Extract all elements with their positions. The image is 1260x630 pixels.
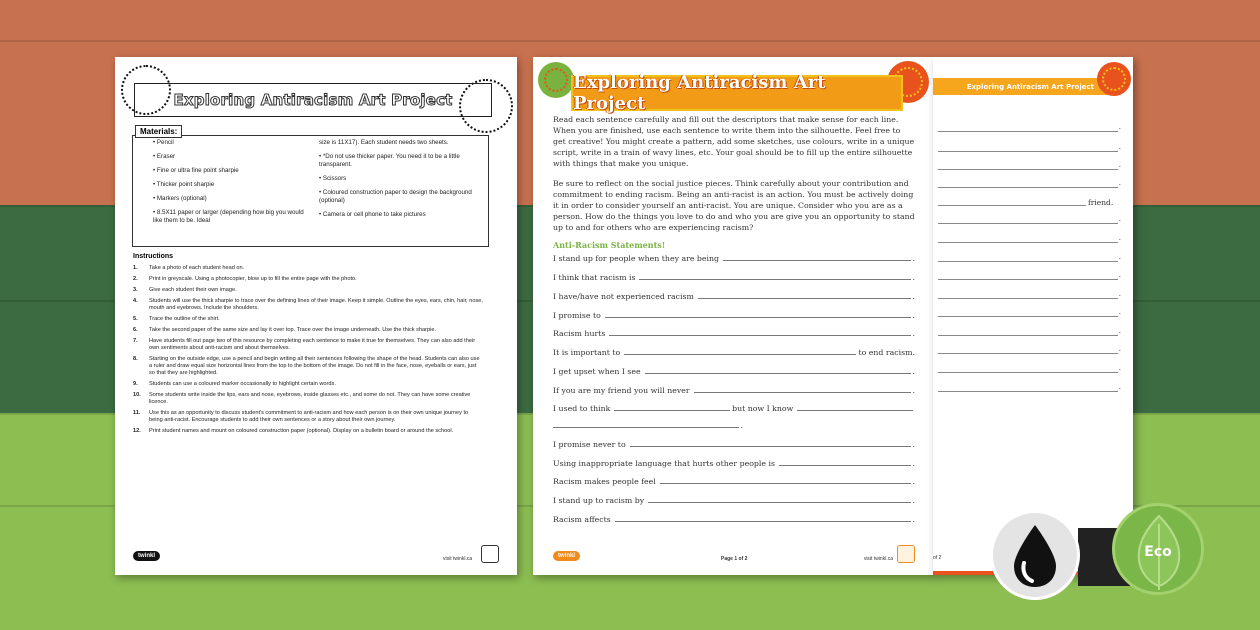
writing-line[interactable] bbox=[938, 205, 1086, 206]
ink-drop-icon bbox=[990, 510, 1080, 600]
period: . bbox=[1118, 234, 1121, 242]
statement-line[interactable] bbox=[553, 404, 915, 413]
page-number: of 2 bbox=[933, 555, 942, 561]
fill-in-line[interactable] bbox=[615, 520, 911, 522]
badge-icon bbox=[897, 545, 915, 563]
period: . bbox=[912, 496, 915, 505]
period: . bbox=[1118, 215, 1121, 223]
period: . bbox=[912, 292, 915, 301]
material-item: • Coloured construction paper to design the background (optional) bbox=[319, 189, 472, 204]
fill-in-line[interactable] bbox=[723, 259, 910, 261]
statement-text: Racism hurts bbox=[553, 329, 606, 338]
writing-line[interactable] bbox=[938, 316, 1118, 317]
statement-text: I have/have not experienced racism bbox=[553, 292, 694, 301]
footer-site: visit twinkl.ca bbox=[863, 556, 893, 562]
writing-line[interactable] bbox=[938, 372, 1118, 373]
instruction-item bbox=[133, 428, 483, 435]
period: . bbox=[912, 386, 915, 395]
material-item: • Thicker point sharpie bbox=[153, 181, 215, 188]
instruction-text: Have students fill out page two of this resource by completing each sentence to make it true for themselves. They can also add their own sentiments about anti-racism and about themselves. bbox=[149, 338, 476, 351]
period: . bbox=[912, 459, 915, 468]
instruction-item bbox=[133, 381, 483, 388]
period: . bbox=[912, 254, 915, 263]
instruction-text: Students will use the thick sharpie to trace over the defining lines of their image. Keep it simple. Outline the eyes, ears, chin, hair, nose, mouth and eyebrows. Include the shoulders. bbox=[149, 298, 483, 311]
period: . bbox=[912, 515, 915, 524]
instruction-text: Take a photo of each student head on. bbox=[149, 265, 245, 271]
writing-line[interactable] bbox=[938, 169, 1118, 170]
writing-line[interactable] bbox=[938, 353, 1118, 354]
period: . bbox=[1118, 123, 1121, 131]
period: . bbox=[912, 329, 915, 338]
fill-in-line[interactable] bbox=[797, 409, 913, 411]
ink-drop-icon bbox=[1010, 523, 1060, 589]
writing-line[interactable] bbox=[938, 298, 1118, 299]
statement-line[interactable] bbox=[553, 367, 915, 376]
instruction-text: Give each student their own image. bbox=[149, 287, 237, 293]
statement-line[interactable] bbox=[553, 348, 915, 357]
instruction-item bbox=[133, 316, 483, 323]
fill-in-line[interactable] bbox=[694, 391, 911, 393]
statement-line[interactable] bbox=[553, 329, 915, 338]
page-title: Exploring Antiracism Art Project bbox=[173, 91, 453, 109]
intro-paragraph: Read each sentence carefully and fill out the descriptors that make sense for each line. When you are finished, use each sentence to write them into the silhouette. Feel free to get creative! You might create a pattern, add some sketches, use colours, write in a unique script, write in a train of wavy lines, etc. Your goal should be to fill up the entire silhouette with things that make you unique. bbox=[553, 115, 915, 168]
eco-label: Eco bbox=[1144, 544, 1172, 560]
instruction-text: Trace the outline of the shirt. bbox=[149, 316, 220, 322]
fill-in-line[interactable] bbox=[779, 464, 911, 466]
instruction-item bbox=[133, 338, 483, 352]
statement-text: It is important to bbox=[553, 348, 621, 357]
instruction-number: 4. bbox=[133, 298, 138, 304]
title-banner bbox=[571, 72, 903, 114]
statement-text: Racism makes people feel bbox=[553, 477, 656, 486]
instruction-item bbox=[133, 327, 483, 334]
instruction-text: Take the second paper of the same size and lay it over top. Trace over the image underneath. Use the thick sharpie. bbox=[149, 327, 436, 333]
period: . bbox=[1118, 345, 1121, 353]
statement-text: I stand up to racism by bbox=[553, 496, 645, 505]
instruction-text: Students can use a coloured marker occasionally to highlight certain words. bbox=[149, 381, 336, 387]
worksheet-page-statements[interactable] bbox=[533, 57, 935, 575]
writing-line[interactable] bbox=[938, 261, 1118, 262]
badge-icon bbox=[481, 545, 499, 563]
statements-heading: Anti-Racism Statements! bbox=[553, 240, 666, 250]
fill-in-line[interactable] bbox=[605, 316, 911, 318]
fill-in-line[interactable] bbox=[609, 334, 910, 336]
material-item: • Eraser bbox=[153, 153, 176, 160]
instruction-item bbox=[133, 392, 483, 406]
fill-in-line[interactable] bbox=[614, 409, 730, 411]
instruction-item bbox=[133, 356, 483, 377]
instruction-number: 11. bbox=[133, 410, 141, 416]
statement-line[interactable] bbox=[553, 496, 915, 505]
material-item: • Fine or ultra fine point sharpie bbox=[153, 167, 239, 174]
footer-site: visit twinkl.ca bbox=[443, 556, 473, 562]
instructions-list bbox=[133, 265, 483, 439]
period: . bbox=[1118, 290, 1121, 298]
statement-text: to end racism. bbox=[858, 348, 915, 357]
page-title: Exploring Antiracism Art Project bbox=[573, 72, 826, 114]
material-item: • Camera or cell phone to take pictures bbox=[319, 211, 426, 218]
writing-line[interactable] bbox=[938, 151, 1118, 152]
instruction-item bbox=[133, 298, 483, 312]
instruction-number: 6. bbox=[133, 327, 138, 333]
instruction-item bbox=[133, 410, 483, 424]
statement-line[interactable] bbox=[553, 254, 915, 263]
fill-in-line[interactable] bbox=[698, 297, 911, 299]
fill-in-line[interactable] bbox=[660, 482, 911, 484]
period: . bbox=[1118, 253, 1121, 261]
fill-in-line[interactable] bbox=[645, 372, 911, 374]
statement-text: Racism affects bbox=[553, 515, 611, 524]
period: . bbox=[1118, 271, 1121, 279]
fill-in-line[interactable] bbox=[553, 426, 739, 428]
instruction-number: 3. bbox=[133, 287, 138, 293]
period: . bbox=[912, 367, 915, 376]
worksheet-page-lines[interactable] bbox=[933, 57, 1133, 575]
page-title-box bbox=[134, 83, 492, 117]
statement-text: I think that racism is bbox=[553, 273, 636, 282]
friend-word: friend. bbox=[1088, 198, 1114, 207]
period: . bbox=[1118, 143, 1121, 151]
period: . bbox=[912, 273, 915, 282]
instruction-number: 2. bbox=[133, 276, 138, 282]
instructions-heading: Instructions bbox=[133, 253, 174, 260]
instruction-number: 5. bbox=[133, 316, 138, 322]
statement-text: I promise to bbox=[553, 311, 601, 320]
statement-text: I promise never to bbox=[553, 440, 626, 449]
material-item: • Scissors bbox=[319, 175, 347, 182]
instruction-number: 8. bbox=[133, 356, 138, 362]
statement-line[interactable] bbox=[553, 515, 915, 524]
instruction-text: Starting on the outside edge, use a pencil and begin writing all their sentences following the shape of the head. Students can also use a ruler and draw equal size horizontal lines from the top to the bottom of the image. Do not fill in the face, nose, eyeballs or ears, just so that they are highlighted. bbox=[149, 356, 480, 376]
statement-line[interactable] bbox=[553, 386, 915, 395]
twinkl-logo: twinkl bbox=[133, 551, 160, 561]
statement-line-continuation[interactable] bbox=[553, 421, 743, 430]
period: . bbox=[912, 311, 915, 320]
writing-line[interactable] bbox=[938, 242, 1118, 243]
instruction-text: Print in greyscale. Using a photocopier, blow up to fill the entire page with the photo. bbox=[149, 276, 357, 282]
instruction-number: 9. bbox=[133, 381, 138, 387]
writing-line[interactable] bbox=[938, 279, 1118, 280]
instruction-item bbox=[133, 265, 483, 272]
worksheet-page-instructions[interactable] bbox=[115, 57, 517, 575]
statement-text: but now I know bbox=[732, 404, 794, 413]
statement-text: If you are my friend you will never bbox=[553, 386, 690, 395]
period: . bbox=[1118, 308, 1121, 316]
statement-line[interactable] bbox=[553, 459, 915, 468]
statement-line[interactable] bbox=[553, 273, 915, 282]
page-number: Page 1 of 2 bbox=[721, 556, 748, 562]
materials-list-right bbox=[319, 139, 479, 225]
instruction-number: 12. bbox=[133, 428, 141, 434]
instruction-item bbox=[133, 276, 483, 283]
fill-in-line[interactable] bbox=[630, 445, 911, 447]
period: . bbox=[740, 421, 743, 430]
instruction-number: 10. bbox=[133, 392, 141, 398]
period: . bbox=[1118, 327, 1121, 335]
page-title: Exploring Antiracism Art Project bbox=[966, 82, 1094, 91]
instruction-text: Some students write inside the lips, ears and nose, eyebrows, inside glasses etc., and some do not. They can have some creative licence. bbox=[149, 392, 471, 405]
statement-line[interactable] bbox=[553, 477, 915, 486]
period: . bbox=[1118, 383, 1121, 391]
plank-seam bbox=[0, 40, 1260, 42]
dotted-circle-orange-decoration bbox=[1097, 62, 1131, 96]
period: . bbox=[1118, 179, 1121, 187]
material-item: • Markers (optional) bbox=[153, 195, 207, 202]
materials-label: Materials: bbox=[135, 125, 182, 138]
material-item: • *Do not use thicker paper. You need it to be a little transparent. bbox=[319, 153, 460, 168]
writing-line[interactable] bbox=[938, 335, 1118, 336]
statement-text: I used to think bbox=[553, 404, 611, 413]
writing-line[interactable] bbox=[938, 187, 1118, 188]
dotted-circle-green-decoration bbox=[538, 62, 574, 98]
twinkl-logo: twinkl bbox=[553, 551, 580, 561]
material-item: size is 11X17). Each student needs two sheets. bbox=[319, 139, 449, 146]
writing-line[interactable] bbox=[938, 131, 1118, 132]
period: . bbox=[1118, 364, 1121, 372]
statement-text: I get upset when I see bbox=[553, 367, 641, 376]
materials-list-left bbox=[153, 139, 313, 231]
instruction-text: Print student names and mount on coloured construction paper (optional). Display on a bulletin board or around the school. bbox=[149, 428, 454, 434]
instruction-item bbox=[133, 287, 483, 294]
fill-in-line[interactable] bbox=[648, 501, 910, 503]
statement-line[interactable] bbox=[553, 440, 915, 449]
period: . bbox=[1118, 161, 1121, 169]
writing-line[interactable] bbox=[938, 223, 1118, 224]
eco-leaf-icon bbox=[1112, 503, 1204, 595]
fill-in-line[interactable] bbox=[624, 353, 856, 355]
material-item: • Pencil bbox=[153, 139, 174, 146]
statement-line[interactable] bbox=[553, 311, 915, 320]
writing-line[interactable] bbox=[938, 391, 1118, 392]
fill-in-line[interactable] bbox=[639, 278, 910, 280]
period: . bbox=[912, 440, 915, 449]
statement-line[interactable] bbox=[553, 292, 915, 301]
statement-text: I stand up for people when they are being bbox=[553, 254, 720, 263]
title-strip bbox=[933, 78, 1116, 95]
instruction-number: 1. bbox=[133, 265, 138, 271]
statement-text: Using inappropriate language that hurts other people is bbox=[553, 459, 775, 468]
period: . bbox=[912, 477, 915, 486]
reflection-paragraph: Be sure to reflect on the social justice pieces. Think carefully about your contribution and commitment to ending racism. Being an anti-racist is an action. You must be actively doing it in order to consider yourself an anti-racist. You are unique. Consider who you are as a person. How do the things you love to do and who you are give you an opportunity to stand up to and for others who are experiencing racism? bbox=[553, 179, 915, 232]
instruction-text: Use this as an opportunity to discuss student's commitment to anti-racism and how each person is on their own unique journey to being anti-racist. Encourage students to add their own sentences or a story about their own journey. bbox=[149, 410, 469, 423]
material-item: • 8.5X11 paper or larger (depending how big you would like them to be. Ideal bbox=[153, 209, 304, 224]
instruction-number: 7. bbox=[133, 338, 138, 344]
